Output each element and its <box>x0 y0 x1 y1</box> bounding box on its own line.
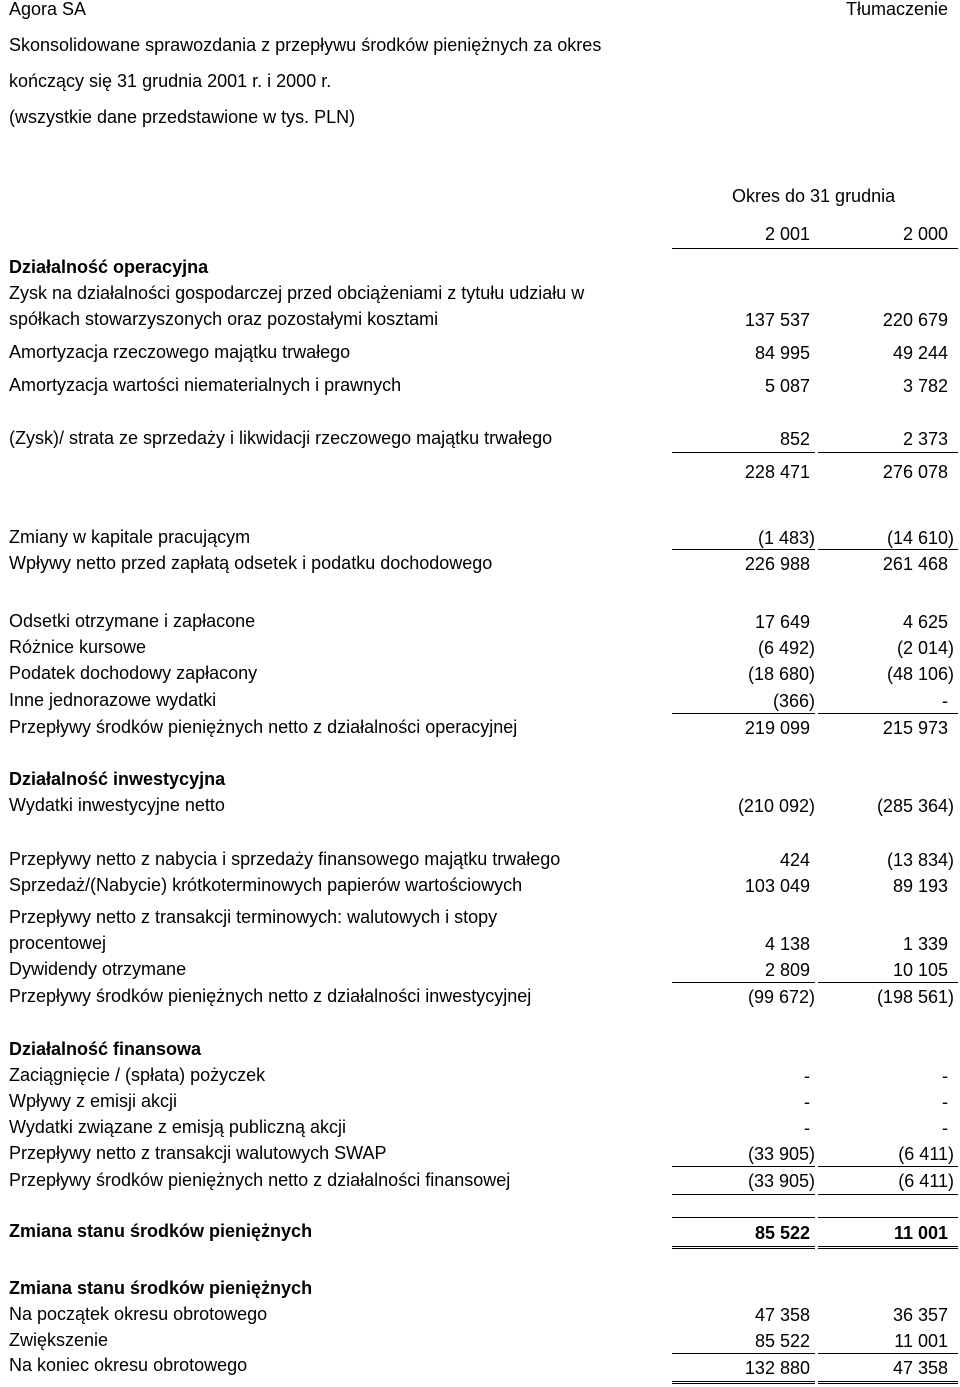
row-label-disposal: (Zysk)/ strata ze sprzedaży i likwidacji rzeczowego majątku trwałego <box>9 428 553 448</box>
row-label-tax-paid: Podatek dochodowy zapłacony <box>9 663 258 683</box>
row-label-amortization: Amortyzacja wartości niematerialnych i prawnych <box>9 375 402 395</box>
value-2001-fx: (6 492) <box>757 638 815 658</box>
translation-label: Tłumaczenie <box>845 0 948 19</box>
period-header: Okres do 31 grudnia <box>732 186 896 206</box>
rule-2001-one-off <box>672 713 815 714</box>
value-2000-dividends: 10 105 <box>892 960 948 980</box>
row-label-one-off: Inne jednorazowe wydatki <box>9 690 217 710</box>
value-2001-capex: (210 092) <box>737 796 815 816</box>
value-2000-financial-assets: (13 834) <box>886 850 954 870</box>
value-2000-one-off: - <box>942 691 948 711</box>
section-financing: Działalność finansowa <box>9 1039 202 1059</box>
value-2001-depreciation: 84 995 <box>754 343 810 363</box>
value-2000-forwards: 1 339 <box>902 934 948 954</box>
value-2000-financing-net: (6 411) <box>898 1171 954 1191</box>
value-2000-inflows-before: 261 468 <box>882 554 948 574</box>
value-2000-short-term: 89 193 <box>892 876 948 896</box>
double-rule-2000-closing <box>818 1381 958 1384</box>
value-2001-one-off: (366) <box>772 691 815 711</box>
row-label-cash-change: Zmiana stanu środków pieniężnych <box>9 1221 313 1241</box>
value-2000-swap: (6 411) <box>898 1144 954 1164</box>
row-label-investing-net: Przepływy środków pieniężnych netto z działalności inwestycyjnej <box>9 986 532 1006</box>
row-label-opening: Na początek okresu obrotowego <box>9 1304 268 1324</box>
row-label-share-issue: Wpływy z emisji akcji <box>9 1091 178 1111</box>
value-2001-financial-assets: 424 <box>779 850 810 870</box>
row-label-financing-net: Przepływy środków pieniężnych netto z działalności finansowej <box>9 1170 511 1190</box>
value-2000-ipo-costs: - <box>942 1118 948 1138</box>
value-2001-financing-net: (33 905) <box>747 1171 815 1191</box>
row-label-forwards-line2: procentowej <box>9 933 107 953</box>
row-label-working-capital: Zmiany w kapitale pracującym <box>9 527 251 547</box>
row-label-interest: Odsetki otrzymane i zapłacone <box>9 611 256 631</box>
row-label-swap: Przepływy netto z transakcji walutowych SWAP <box>9 1143 387 1163</box>
value-2000-operating-net: 215 973 <box>882 718 948 738</box>
value-2001-disposal: 852 <box>779 429 810 449</box>
value-2001-loans: - <box>804 1066 810 1086</box>
rule-2000-subtotal1 <box>818 452 958 453</box>
row-label-loans: Zaciągnięcie / (spłata) pożyczek <box>9 1065 266 1085</box>
value-2000-profit-before: 220 679 <box>882 310 948 330</box>
value-2000-increase: 11 001 <box>894 1331 948 1351</box>
company-name: Agora SA <box>9 0 87 19</box>
value-2000-investing-net: (198 561) <box>876 987 954 1007</box>
value-2000-closing: 47 358 <box>892 1358 948 1378</box>
double-rule-2000-cash-change <box>818 1246 958 1249</box>
rule-2000-working-capital <box>818 549 958 550</box>
value-2001-profit-before: 137 537 <box>744 310 810 330</box>
value-2001-amortization: 5 087 <box>764 376 810 396</box>
rule-2000-one-off <box>818 713 958 714</box>
value-2000-opening: 36 357 <box>892 1305 948 1325</box>
row-label-short-term: Sprzedaż/(Nabycie) krótkoterminowych papierów wartościowych <box>9 875 523 895</box>
value-2001-subtotal1: 228 471 <box>744 462 810 482</box>
double-rule-2001-closing <box>672 1381 815 1384</box>
value-2000-subtotal1: 276 078 <box>882 462 948 482</box>
row-label-dividends: Dywidendy otrzymane <box>9 959 187 979</box>
row-label-profit-before-line1: Zysk na działalności gospodarczej przed obciążeniami z tytułu udziału w <box>9 283 585 303</box>
value-2000-disposal: 2 373 <box>902 429 948 449</box>
row-label-depreciation: Amortyzacja rzeczowego majątku trwałego <box>9 342 351 362</box>
value-2001-tax-paid: (18 680) <box>747 664 815 684</box>
row-label-forwards-line1: Przepływy netto z transakcji terminowych: walutowych i stopy <box>9 907 498 927</box>
document-title-line2: kończący się 31 grudnia 2001 r. i 2000 r. <box>9 71 332 91</box>
rule-2001-cash-change-top <box>672 1217 815 1218</box>
rule-2001-swap <box>672 1166 815 1167</box>
value-2001-dividends: 2 809 <box>764 960 810 980</box>
row-label-operating-net: Przepływy środków pieniężnych netto z działalności operacyjnej <box>9 717 518 737</box>
value-2001-swap: (33 905) <box>747 1144 815 1164</box>
value-2000-fx: (2 014) <box>896 638 954 658</box>
row-label-inflows-before: Wpływy netto przed zapłatą odsetek i podatku dochodowego <box>9 553 493 573</box>
rule-2000-financing-net <box>818 1194 958 1195</box>
row-label-capex: Wydatki inwestycyjne netto <box>9 795 225 815</box>
double-rule-2001-cash-change <box>672 1246 815 1249</box>
rule-2001-increase <box>672 1353 815 1354</box>
value-2001-closing: 132 880 <box>744 1358 810 1378</box>
value-2000-share-issue: - <box>942 1092 948 1112</box>
value-2001-cash-change: 85 522 <box>754 1223 810 1243</box>
value-2001-working-capital: (1 483) <box>757 528 815 548</box>
document-title-line1: Skonsolidowane sprawozdania z przepływu środków pieniężnych za okres <box>9 35 602 55</box>
rule-2001-financing-net <box>672 1194 815 1195</box>
header-underline <box>672 248 958 249</box>
value-2001-forwards: 4 138 <box>764 934 810 954</box>
value-2001-investing-net: (99 672) <box>747 987 815 1007</box>
row-label-increase: Zwiększenie <box>9 1330 109 1350</box>
value-2001-interest: 17 649 <box>754 612 810 632</box>
row-label-profit-before-line2: spółkach stowarzyszonych oraz pozostałymi kosztami <box>9 309 439 329</box>
rule-2000-increase <box>818 1353 958 1354</box>
value-2000-tax-paid: (48 106) <box>886 664 954 684</box>
value-2001-increase: 85 522 <box>754 1331 810 1351</box>
row-label-financial-assets: Przepływy netto z nabycia i sprzedaży finansowego majątku trwałego <box>9 849 561 869</box>
value-2000-amortization: 3 782 <box>902 376 948 396</box>
rule-2000-swap <box>818 1166 958 1167</box>
value-2000-loans: - <box>942 1066 948 1086</box>
value-2001-operating-net: 219 099 <box>744 718 810 738</box>
rule-2000-cash-change-top <box>818 1217 958 1218</box>
section-cash-change: Zmiana stanu środków pieniężnych <box>9 1278 313 1298</box>
value-2000-depreciation: 49 244 <box>892 343 948 363</box>
row-label-closing: Na koniec okresu obrotowego <box>9 1355 248 1375</box>
year-2001-header: 2 001 <box>764 224 810 244</box>
value-2000-cash-change: 11 001 <box>893 1223 948 1243</box>
row-label-ipo-costs: Wydatki związane z emisją publiczną akcji <box>9 1117 346 1137</box>
year-2000-header: 2 000 <box>902 224 948 244</box>
units-note: (wszystkie dane przedstawione w tys. PLN) <box>9 107 356 127</box>
value-2000-interest: 4 625 <box>902 612 948 632</box>
section-operating: Działalność operacyjna <box>9 257 209 277</box>
value-2001-inflows-before: 226 988 <box>744 554 810 574</box>
value-2001-short-term: 103 049 <box>744 876 810 896</box>
value-2000-capex: (285 364) <box>876 796 954 816</box>
value-2001-ipo-costs: - <box>804 1118 810 1138</box>
rule-2001-subtotal1 <box>672 452 815 453</box>
rule-2001-dividends <box>672 982 815 983</box>
rule-2001-working-capital <box>672 549 815 550</box>
value-2001-opening: 47 358 <box>754 1305 810 1325</box>
section-investing: Działalność inwestycyjna <box>9 769 226 789</box>
rule-2000-dividends <box>818 982 958 983</box>
value-2000-working-capital: (14 610) <box>886 528 954 548</box>
row-label-fx: Różnice kursowe <box>9 637 147 657</box>
value-2001-share-issue: - <box>804 1092 810 1112</box>
